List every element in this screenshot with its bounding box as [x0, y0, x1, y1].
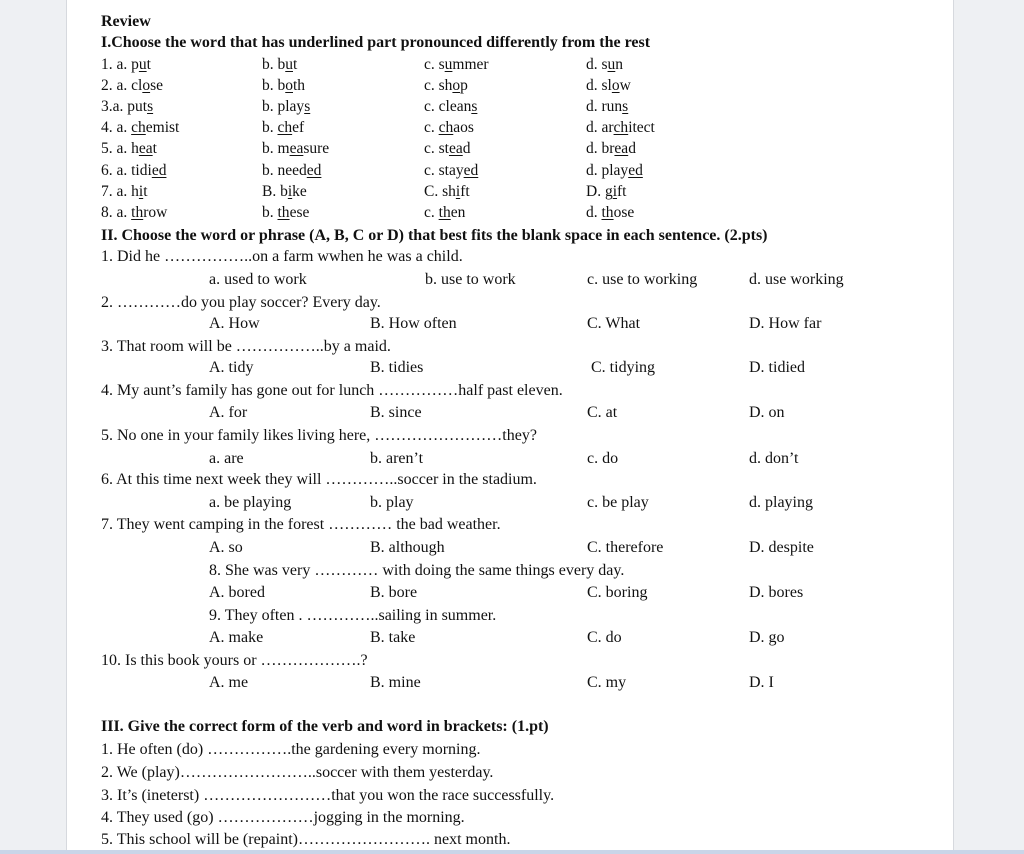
q9-option-b: B. take	[370, 629, 416, 646]
underlined-part: i	[612, 183, 618, 200]
ex1-q3-option-a: 3.a. puts	[101, 98, 154, 115]
ex1-q1-option-a: 1. a. put	[101, 56, 151, 73]
underlined-part: th	[277, 204, 290, 221]
q9-option-a: A. make	[209, 629, 264, 646]
ex1-q8-option-b: b. these	[262, 204, 310, 221]
underlined-part: i	[287, 183, 293, 200]
q7-option-d: D. despite	[749, 539, 814, 556]
q10-option-c: C. my	[587, 674, 627, 691]
q6-option-c: c. be play	[587, 494, 649, 511]
q8-option-a: A. bored	[209, 584, 265, 601]
underlined-part: ch	[277, 119, 293, 136]
q4-option-a: A. for	[209, 404, 248, 421]
underlined-part: u	[285, 56, 293, 73]
ex1-q7-option-b: B. bike	[262, 183, 307, 200]
q4-option-b: B. since	[370, 404, 422, 421]
q2-option-a: A. How	[209, 315, 260, 332]
underlined-part: o	[452, 77, 461, 94]
q2-option-c: C. What	[587, 315, 641, 332]
q10-option-a: A. me	[209, 674, 249, 691]
underlined-part: ch	[438, 119, 454, 136]
q2-option-b: B. How often	[370, 315, 457, 332]
ex1-q8-option-d: d. those	[586, 204, 635, 221]
underlined-part: s	[147, 98, 154, 115]
underlined-part: o	[285, 77, 293, 94]
q8-option-b: B. bore	[370, 584, 418, 601]
q5-option-d: d. don’t	[749, 450, 799, 467]
q5-option-b: b. aren’t	[370, 450, 424, 467]
ex1-q5-option-b: b. measure	[262, 140, 330, 157]
ex1-q3-option-d: d. runs	[586, 98, 629, 115]
q9-stem: 9. They often . …………..sailing in summer.	[209, 607, 497, 624]
ex1-q5-option-c: c. stead	[424, 140, 471, 157]
q5-stem: 5. No one in your family likes living here, ……………………they?	[101, 427, 537, 444]
underlined-part: th	[601, 204, 614, 221]
q7-option-a: A. so	[209, 539, 243, 556]
underlined-part: ea	[448, 140, 463, 157]
document-page	[66, 0, 954, 854]
underlined-part: ch	[131, 119, 146, 136]
q5-option-a: a. are	[209, 450, 244, 467]
q1-stem: 1. Did he ……………..on a farm wwhen he was a child.	[101, 248, 463, 265]
s3-line-2: 2. We (play)……………………..soccer with them yesterday.	[101, 764, 494, 781]
q3-option-a: A. tidy	[209, 359, 254, 376]
underlined-part: u	[444, 56, 453, 73]
underlined-part: th	[438, 204, 451, 221]
underlined-part: ea	[138, 140, 153, 157]
s3-line-4: 4. They used (go) ………………jogging in the morning.	[101, 809, 465, 826]
q2-stem: 2. …………do you play soccer? Every day.	[101, 294, 381, 311]
ex1-q1-option-c: c. summer	[424, 56, 489, 73]
section3-heading: III. Give the correct form of the verb and word in brackets: (1.pt)	[101, 718, 549, 735]
underlined-part: ea	[614, 140, 629, 157]
q9-option-d: D. go	[749, 629, 785, 646]
q1-option-b: b. use to work	[425, 271, 516, 288]
ex1-q7-option-d: D. gift	[586, 183, 627, 200]
underlined-part: o	[611, 77, 620, 94]
section1-heading: I.Choose the word that has underlined part pronounced differently from the rest	[101, 34, 651, 51]
q7-stem: 7. They went camping in the forest ………… the bad weather.	[101, 516, 501, 533]
ex1-q6-option-d: d. played	[586, 162, 643, 179]
q10-stem: 10. Is this book yours or ……………….?	[101, 652, 368, 669]
ex1-q6-option-b: b. needed	[262, 162, 322, 179]
underlined-part: ed	[151, 162, 167, 179]
ex1-q2-option-a: 2. a. close	[101, 77, 163, 94]
q10-option-d: D. I	[749, 674, 774, 691]
q5-option-c: c. do	[587, 450, 619, 467]
q6-option-b: b. play	[370, 494, 414, 511]
q10-option-b: B. mine	[370, 674, 421, 691]
ex1-q1-option-b: b. but	[262, 56, 298, 73]
underlined-part: u	[138, 56, 147, 73]
review-title: Review	[101, 13, 151, 30]
underlined-part: s	[304, 98, 311, 115]
s3-line-5: 5. This school will be (repaint)……………………. next month.	[101, 831, 511, 848]
q6-option-a: a. be playing	[209, 494, 292, 511]
q4-option-c: C. at	[587, 404, 618, 421]
underlined-part: ed	[463, 162, 479, 179]
underlined-part: i	[455, 183, 461, 200]
q7-option-b: B. although	[370, 539, 445, 556]
q8-option-c: C. boring	[587, 584, 648, 601]
q9-option-c: C. do	[587, 629, 622, 646]
ex1-q1-option-d: d. sun	[586, 56, 624, 73]
ex1-q4-option-a: 4. a. chemist	[101, 119, 180, 136]
ex1-q4-option-d: d. architect	[586, 119, 655, 136]
ex1-q6-option-a: 6. a. tidied	[101, 162, 167, 179]
q2-option-d: D. How far	[749, 315, 822, 332]
ex1-q7-option-a: 7. a. hit	[101, 183, 148, 200]
q1-option-d: d. use working	[749, 271, 844, 288]
underlined-part: u	[607, 56, 616, 73]
q7-option-c: C. therefore	[587, 539, 664, 556]
ex1-q2-option-c: c. shop	[424, 77, 468, 94]
ex1-q7-option-c: C. shift	[424, 183, 470, 200]
underlined-part: ch	[613, 119, 629, 136]
q3-stem: 3. That room will be ……………..by a maid.	[101, 338, 391, 355]
underlined-part: ea	[289, 140, 304, 157]
underlined-part: s	[622, 98, 629, 115]
s3-line-3: 3. It’s (ineterst) ……………………that you won the race successfully.	[101, 787, 555, 804]
ex1-q4-option-c: c. chaos	[424, 119, 474, 136]
q4-option-d: D. on	[749, 404, 785, 421]
section2-heading: II. Choose the word or phrase (A, B, C or D) that best fits the blank space in each sentence. (2.pts)	[101, 227, 768, 244]
s3-line-1: 1. He often (do) …………….the gardening every morning.	[101, 741, 481, 758]
q6-option-d: d. playing	[749, 494, 813, 511]
underlined-part: th	[131, 204, 144, 221]
ex1-q6-option-c: c. stayed	[424, 162, 479, 179]
ex1-q5-option-a: 5. a. heat	[101, 140, 157, 157]
underlined-part: ed	[628, 162, 643, 179]
ex1-q4-option-b: b. chef	[262, 119, 305, 136]
ex1-q2-option-b: b. both	[262, 77, 306, 94]
window-bottom-edge	[0, 850, 1024, 854]
q3-option-b: B. tidies	[370, 359, 424, 376]
ex1-q2-option-d: d. slow	[586, 77, 631, 94]
q8-option-d: D. bores	[749, 584, 804, 601]
ex1-q3-option-b: b. plays	[262, 98, 311, 115]
q1-option-c: c. use to working	[587, 271, 698, 288]
q8-stem: 8. She was very ………… with doing the same things every day.	[209, 562, 625, 579]
ex1-q8-option-a: 8. a. throw	[101, 204, 168, 221]
ex1-q5-option-d: d. bread	[586, 140, 636, 157]
underlined-part: ed	[306, 162, 322, 179]
ex1-q8-option-c: c. then	[424, 204, 466, 221]
q4-stem: 4. My aunt’s family has gone out for lunch ……………half past eleven.	[101, 382, 563, 399]
underlined-part: s	[471, 98, 478, 115]
ex1-q3-option-c: c. cleans	[424, 98, 478, 115]
q3-option-d: D. tidied	[749, 359, 805, 376]
q6-stem: 6. At this time next week they will …………..soccer in the stadium.	[101, 471, 537, 488]
q3-option-c: C. tidying	[591, 359, 656, 376]
q1-option-a: a. used to work	[209, 271, 307, 288]
underlined-part: i	[138, 183, 144, 200]
underlined-part: o	[142, 77, 151, 94]
